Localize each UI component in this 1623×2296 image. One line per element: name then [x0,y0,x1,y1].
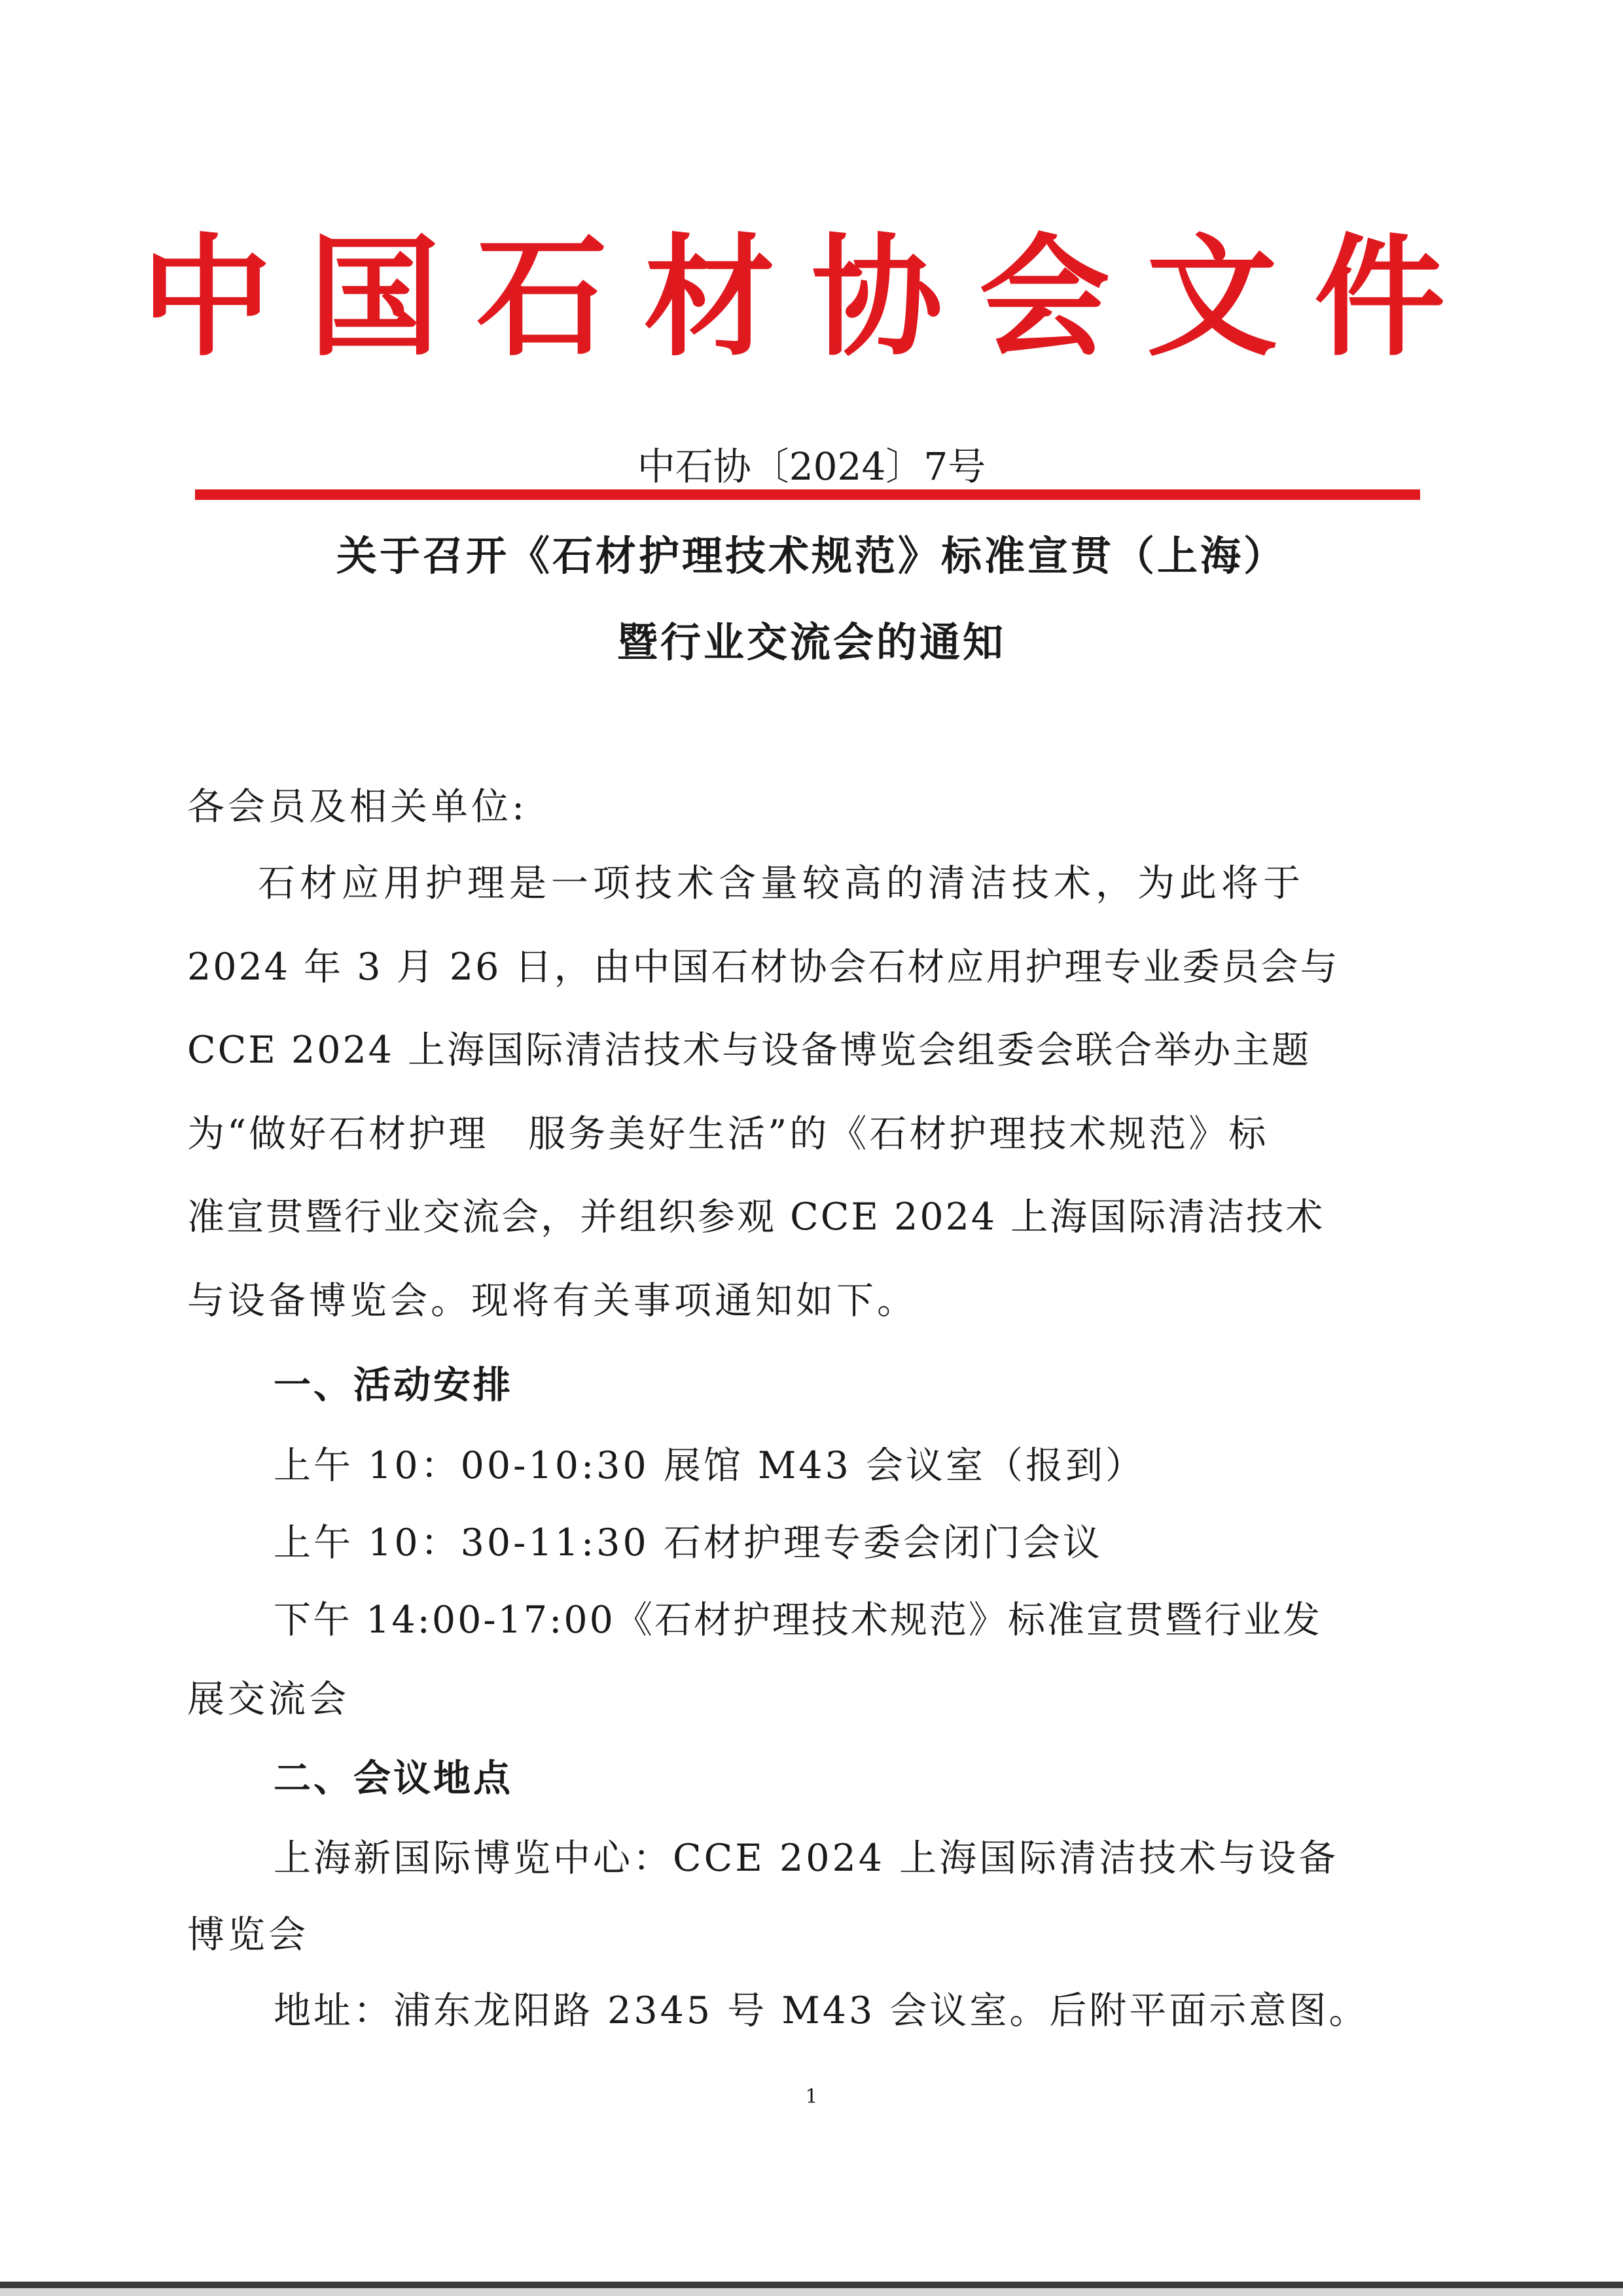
document-number: 中石协〔2024〕7号 [637,444,986,489]
red-separator-rule [195,489,1420,500]
section-heading-schedule: 一、活动安排 [274,1364,513,1407]
intro-line: 准宣贯暨行业交流会，并组织参观 CCE 2024 上海国际清洁技术 [187,1195,1325,1239]
intro-line: CCE 2024 上海国际清洁技术与设备博览会组委会联合举办主题 [187,1029,1311,1072]
salutation: 各会员及相关单位: [187,785,528,828]
venue-line: 上海新国际博览中心：CCE 2024 上海国际清洁技术与设备 [274,1837,1339,1880]
scan-bottom-edge [0,2282,1623,2288]
schedule-line: 上午 10：00-10:30 展馆 M43 会议室（报到） [274,1444,1145,1487]
notice-title-line-2: 暨行业交流会的通知 [616,618,1006,666]
schedule-line: 下午 14:00-17:00《石材护理技术规范》标准宣贯暨行业发 [274,1598,1322,1642]
document-header-title: 中国石材协会文件 [141,221,1482,374]
intro-line: 为“做好石材护理 服务美好生活”的《石材护理技术规范》标 [187,1112,1269,1156]
intro-line: 2024 年 3 月 26 日，由中国石材协会石材应用护理专业委员会与 [187,945,1340,989]
schedule-line: 展交流会 [187,1678,349,1721]
page-number: 1 [805,2085,818,2108]
venue-line: 博览会 [187,1913,309,1956]
notice-title-line-1: 关于召开《石材护理技术规范》标准宣贯（上海） [336,532,1287,580]
section-heading-venue: 二、会议地点 [274,1757,513,1800]
scan-bottom-shadow [0,2288,1623,2296]
venue-address-line: 地址：浦东龙阳路 2345 号 M43 会议室。后附平面示意图。 [274,1989,1369,2032]
intro-line: 石材应用护理是一项技术含量较高的清洁技术，为此将于 [258,862,1305,905]
intro-line: 与设备博览会。现将有关事项通知如下。 [187,1279,918,1322]
schedule-line: 上午 10：30-11:30 石材护理专委会闭门会议 [274,1521,1103,1564]
